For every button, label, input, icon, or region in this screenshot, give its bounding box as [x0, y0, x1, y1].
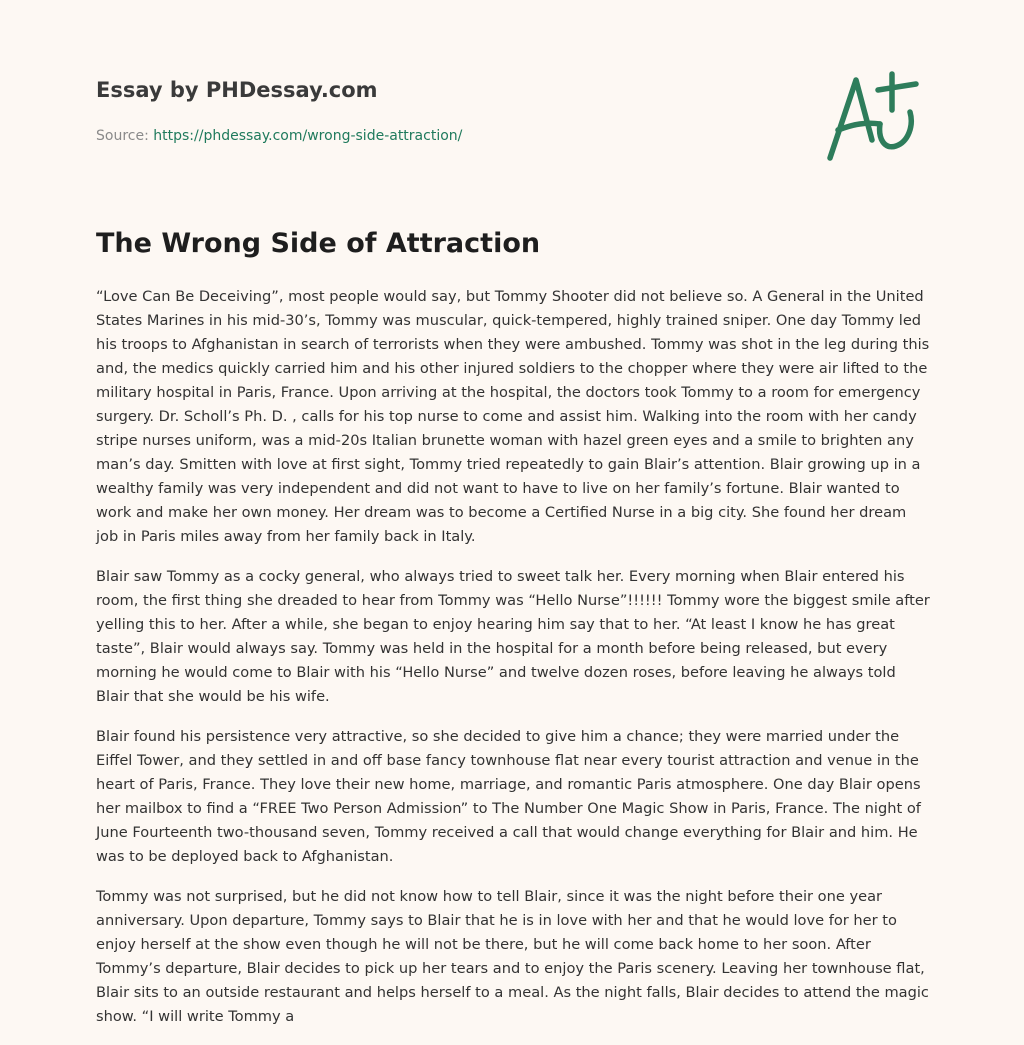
essay-body	[96, 285, 932, 1045]
source-link[interactable]: https://phdessay.com/wrong-side-attraction/	[153, 128, 463, 144]
page-header	[96, 76, 796, 146]
essay-paragraph: Blair found his persistence very attractive, so she decided to give him a chance; they were married under the Eiffel Tower, and they settled in and off base fancy townhouse flat near every tourist attraction and venue in the heart of Paris, France. They love their new home, marriage, and romantic Paris atmosphere. One day Blair opens her mailbox to find a “FREE Two Person Admission” to The Number One Magic Show in Paris, France. The night of June Fourteenth two-thousand seven, Tommy received a call that would change everything for Blair and him. He was to be deployed back to Afghanistan.	[96, 728, 921, 865]
essay-paragraph: “Love Can Be Deceiving”, most people would say, but Tommy Shooter did not believe so. A General in the United States Marines in his mid-30’s, Tommy was muscular, quick-tempered, highly trained sniper. One day Tommy led his troops to Afghanistan in search of terrorists when they were ambushed. Tommy was shot in the leg during this and, the medics quickly carried him and his other injured soldiers to the chopper where they were air lifted to the military hospital in Paris, France. Upon arriving at the hospital, the doctors took Tommy to a room for emergency surgery. Dr. Scholl’s Ph. D. , calls for his top nurse to come and assist him. Walking into the room with her candy stripe nurses uniform, was a mid-20s Italian brunette woman with hazel green eyes and a smile to brighten any man’s day. Smitten with love at first sight, Tommy tried repeatedly to gain Blair’s attention. Blair growing up in a wealthy family was very independent and did not want to have to live on her family’s fortune. Blair wanted to work and make her own money. Her dream was to become a Certified Nurse in a big city. She found her dream job in Paris miles away from her family back in Italy.	[96, 288, 930, 545]
essay-title: The Wrong Side of Attraction	[96, 228, 541, 259]
essay-paragraph: Blair saw Tommy as a cocky general, who always tried to sweet talk her. Every morning when Blair entered his room, the first thing she dreaded to hear from Tommy was “Hello Nurse”!!!!!! Tommy wore the biggest smile after yelling this to her. After a while, she began to enjoy hearing him say that to her. “At least I know he has great taste”, Blair would always say. Tommy was held in the hospital for a month before being released, but every morning he would come to Blair with his “Hello Nurse” and twelve dozen roses, before leaving he always told Blair that she would be his wife.	[96, 568, 930, 705]
source-line	[96, 126, 796, 146]
site-brand: Essay by PHDessay.com	[96, 78, 378, 102]
essay-paragraph: Tommy was not surprised, but he did not know how to tell Blair, since it was the night before their one year anniversary. Upon departure, Tommy says to Blair that he is in love with her and that he would love for her to enjoy herself at the show even though he will not be there, but he will come back home to her soon. After Tommy’s departure, Blair decides to pick up her tears and to enjoy the Paris scenery. Leaving her townhouse flat, Blair sits to an outside restaurant and helps herself to a meal. As the night falls, Blair decides to attend the magic show. “I will write Tommy a	[96, 888, 929, 1025]
source-label: Source:	[96, 128, 154, 144]
a-plus-logo-icon	[820, 66, 930, 166]
